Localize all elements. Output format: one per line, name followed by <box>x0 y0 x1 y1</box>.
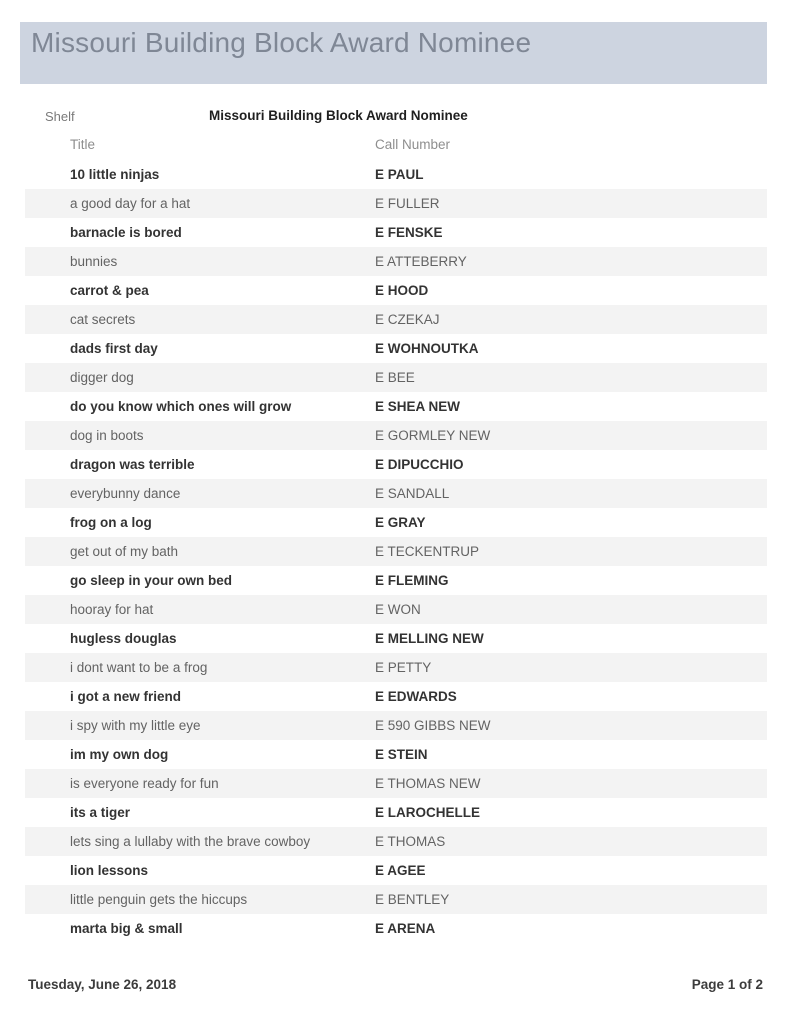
row-call-number: E SANDALL <box>375 486 450 501</box>
row-title: a good day for a hat <box>70 196 191 211</box>
table-row <box>25 392 767 421</box>
row-call-number: E BENTLEY <box>375 892 450 907</box>
column-header-call-number: Call Number <box>375 137 451 152</box>
row-call-number: E PETTY <box>375 660 432 675</box>
row-call-number: E STEIN <box>375 747 428 762</box>
table-row <box>25 653 767 682</box>
row-title: little penguin gets the hiccups <box>70 892 248 907</box>
shelf-list-table <box>25 160 767 943</box>
table-row <box>25 885 767 914</box>
table-row <box>25 827 767 856</box>
row-call-number: E TECKENTRUP <box>375 544 480 559</box>
row-title: marta big & small <box>70 921 183 936</box>
table-row <box>25 218 767 247</box>
row-call-number: E ARENA <box>375 921 436 936</box>
row-call-number: E 590 GIBBS NEW <box>375 718 491 733</box>
table-row <box>25 276 767 305</box>
table-row <box>25 624 767 653</box>
table-row <box>25 189 767 218</box>
row-title: frog on a log <box>70 515 152 530</box>
row-title: lion lessons <box>70 863 149 878</box>
table-row <box>25 682 767 711</box>
shelf-label: Shelf <box>45 109 75 124</box>
row-call-number: E THOMAS NEW <box>375 776 481 791</box>
row-title: dragon was terrible <box>70 457 195 472</box>
row-call-number: E AGEE <box>375 863 426 878</box>
table-row <box>25 798 767 827</box>
row-title: do you know which ones will grow <box>70 399 292 414</box>
row-title: i dont want to be a frog <box>70 660 208 675</box>
table-row <box>25 363 767 392</box>
row-call-number: E GRAY <box>375 515 426 530</box>
table-row <box>25 711 767 740</box>
row-call-number: E LAROCHELLE <box>375 805 481 820</box>
row-call-number: E EDWARDS <box>375 689 457 704</box>
row-title: im my own dog <box>70 747 169 762</box>
table-row <box>25 160 767 189</box>
row-call-number: E MELLING NEW <box>375 631 484 646</box>
row-title: its a tiger <box>70 805 131 820</box>
row-title: 10 little ninjas <box>70 167 160 182</box>
row-call-number: E PAUL <box>375 167 424 182</box>
table-row <box>25 769 767 798</box>
row-title: bunnies <box>70 254 118 269</box>
table-row <box>25 247 767 276</box>
row-call-number: E SHEA NEW <box>375 399 461 414</box>
row-title: is everyone ready for fun <box>70 776 219 791</box>
row-title: dog in boots <box>70 428 144 443</box>
table-row <box>25 566 767 595</box>
row-call-number: E FULLER <box>375 196 440 211</box>
row-title: hugless douglas <box>70 631 177 646</box>
table-row <box>25 914 767 943</box>
row-title: dads first day <box>70 341 158 356</box>
shelf-name: Missouri Building Block Award Nominee <box>209 108 468 123</box>
footer-date: Tuesday, June 26, 2018 <box>28 977 177 992</box>
row-call-number: E HOOD <box>375 283 429 298</box>
row-call-number: E WOHNOUTKA <box>375 341 479 356</box>
row-title: barnacle is bored <box>70 225 182 240</box>
row-title: hooray for hat <box>70 602 154 617</box>
row-call-number: E FLEMING <box>375 573 449 588</box>
row-call-number: E FENSKE <box>375 225 443 240</box>
row-call-number: E WON <box>375 602 421 617</box>
row-call-number: E BEE <box>375 370 415 385</box>
column-header-title: Title <box>70 137 96 152</box>
row-call-number: E CZEKAJ <box>375 312 440 327</box>
table-row <box>25 595 767 624</box>
table-row <box>25 305 767 334</box>
row-title: i got a new friend <box>70 689 182 704</box>
row-title: carrot & pea <box>70 283 149 298</box>
row-call-number: E THOMAS <box>375 834 446 849</box>
table-row <box>25 537 767 566</box>
table-row <box>25 479 767 508</box>
row-title: get out of my bath <box>70 544 179 559</box>
table-row <box>25 740 767 769</box>
row-call-number: E DIPUCCHIO <box>375 457 464 472</box>
row-title: everybunny dance <box>70 486 181 501</box>
table-row <box>25 421 767 450</box>
banner-title: Missouri Building Block Award Nominee <box>31 27 532 58</box>
row-call-number: E ATTEBERRY <box>375 254 467 269</box>
row-call-number: E GORMLEY NEW <box>375 428 491 443</box>
row-title: go sleep in your own bed <box>70 573 233 588</box>
row-title: i spy with my little eye <box>70 718 201 733</box>
report-banner <box>20 22 767 84</box>
table-row <box>25 450 767 479</box>
table-row <box>25 334 767 363</box>
row-title: cat secrets <box>70 312 136 327</box>
table-row <box>25 508 767 537</box>
table-row <box>25 856 767 885</box>
row-title: lets sing a lullaby with the brave cowboy <box>70 834 311 849</box>
footer-page-number: Page 1 of 2 <box>691 977 763 992</box>
row-title: digger dog <box>70 370 134 385</box>
